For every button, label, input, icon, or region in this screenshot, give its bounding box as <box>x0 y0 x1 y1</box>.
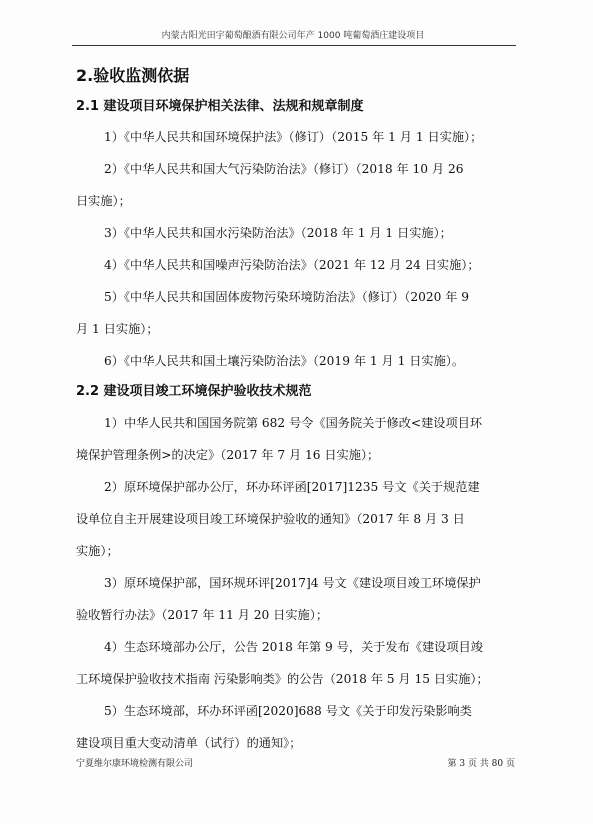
standard-item-3: 3）原环境保护部，国环规环评[2017]4 号文《建设项目竣工环境保护 <box>104 576 481 590</box>
subsection-title-laws: 2.1 建设项目环境保护相关法律、法规和规章制度 <box>76 99 364 114</box>
standard-item-1: 1）中华人民共和国国务院第 682 号令《国务院关于修改<建设项目环 <box>104 416 483 430</box>
page-header: 内蒙古阳光田宇葡萄酿酒有限公司年产 1000 吨葡萄酒庄建设项目 <box>161 31 425 41</box>
law-item-6: 6）《中华人民共和国土壤污染防治法》（2019 年 1 月 1 日实施）。 <box>104 354 465 368</box>
law-item-5: 5）《中华人民共和国固体废物污染环境防治法》（修订）（2020 年 9 <box>104 290 470 304</box>
standard-item-1-cont: 境保护管理条例>的决定》（2017 年 7 月 16 日实施）； <box>76 448 380 462</box>
law-item-2-cont: 日实施）； <box>76 194 131 208</box>
footer-company: 宁夏维尔康环境检测有限公司 <box>76 759 194 769</box>
section-title: 2.验收监测依据 <box>76 66 190 85</box>
header-divider <box>72 45 516 46</box>
law-item-2: 2）《中华人民共和国大气污染防治法》（修订）（2018 年 10 月 26 <box>104 162 464 176</box>
standard-item-3-cont: 验收暂行办法》（2017 年 11 月 20 日实施）； <box>76 608 329 622</box>
standard-item-2-cont: 设单位自主开展建设项目竣工环境保护验收的通知》（2017 年 8 月 3 日 <box>76 512 465 526</box>
subsection-title-standards: 2.2 建设项目竣工环境保护验收技术规范 <box>76 384 312 399</box>
standard-item-4-cont: 工环境保护验收技术指南 污染影响类》的公告（2018 年 5 月 15 日实施）； <box>76 672 489 686</box>
standard-item-4: 4）生态环境部办公厅，公告 2018 年第 9 号，关于发布《建设项目竣 <box>104 640 483 654</box>
footer-page-number: 第 3 页 共 80 页 <box>447 759 515 769</box>
law-item-5-cont: 月 1 日实施）； <box>76 322 159 336</box>
standard-item-5: 5）生态环境部，环办环评函[2020]688 号文《关于印发污染影响类 <box>104 704 472 718</box>
standard-item-5-cont: 建设项目重大变动清单（试行）的通知》； <box>76 736 302 750</box>
law-item-4: 4）《中华人民共和国噪声污染防治法》（2021 年 12 月 24 日实施）； <box>104 258 480 272</box>
law-item-3: 3）《中华人民共和国水污染防治法》（2018 年 1 月 1 日实施）； <box>104 226 452 240</box>
standard-item-2: 2）原环境保护部办公厅，环办环评函[2017]1235 号文《关于规范建 <box>104 480 480 494</box>
standard-item-2-cont2: 实施）； <box>76 544 119 558</box>
law-item-1: 1）《中华人民共和国环境保护法》（修订）（2015 年 1 月 1 日实施）； <box>104 130 483 144</box>
